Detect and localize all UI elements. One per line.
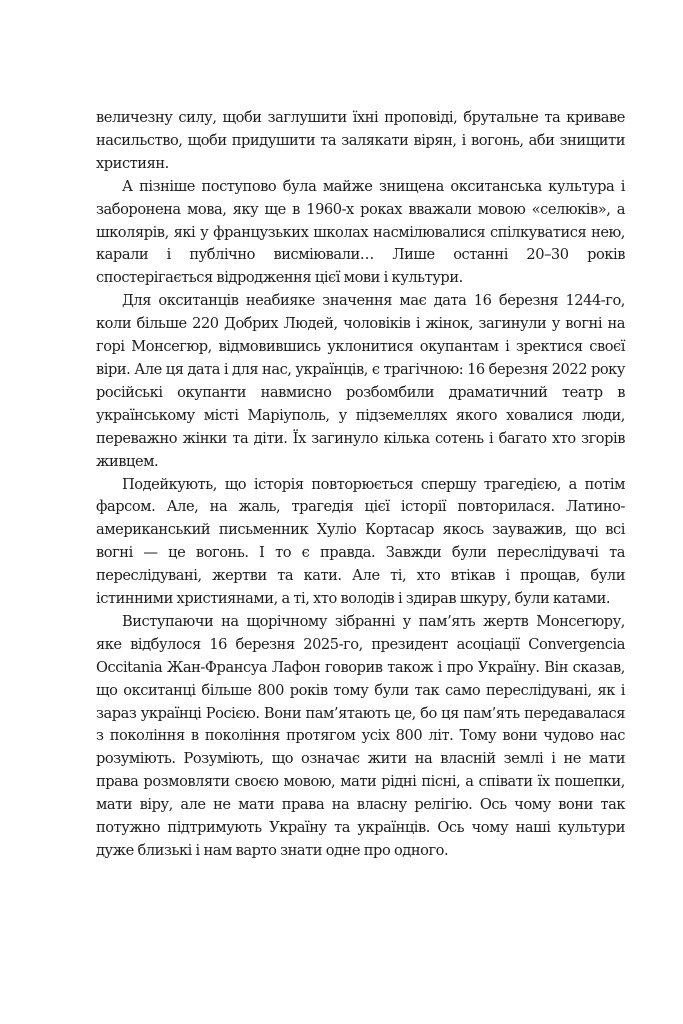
paragraph-2: А пізніше поступово була майже знищена окситанська культура і заборонена мова, яку ще в 1960-х роках вважали мовою «селюків», а школярів, які у французьких школах насмілювалися спілкуватися нею, карали і публічно висміювали… Лише останні 20–30 років спостерігається відродження цієї мови і культури. bbox=[96, 177, 625, 287]
body-text bbox=[96, 107, 625, 863]
paragraph-5: Виступаючи на щорічному зібранні у пам’ять жертв Монсегюру, яке відбулося 16 березня 2025-го, президент асоціації Convergencia Occitania Жан-Франсуа Лафон говорив також і про Україну. Він сказав, що окситанці більше 800 років тому були так само переслідувані, як і зараз українці Росією. Вони пам’ятають це, бо ця пам’ять передавалася з покоління в покоління протягом усіх 800 літ. Тому вони чудово нас розуміють. Розуміють, що означає жити на власній землі і не мати права розмовляти своєю мовою, мати рідні пісні, а співати їх пошепки, мати віру, але не мати права на власну релігію. Ось чому вони так потужно підтримують Україну та українців. Ось чому наші культури дуже близькі і нам варто знати одне про одного. bbox=[96, 612, 625, 859]
paragraph-4: Подейкують, що історія повторюється спершу трагедією, а потім фарсом. Але, на жаль, трагедія цієї історії повторилася. Латино-американський письменник Хуліо Кортасар якось зауважив, що всі вогні — це вогонь. І то є правда. Завжди були переслідувачі та переслідувані, жертви та кати. Але ті, хто втікав і прощав, були істинними християнами, а ті, хто володів і здирав шкуру, були катами. bbox=[96, 475, 625, 608]
paragraph-3: Для окситанців неабияке значення має дата 16 березня 1244-го, коли більше 220 Добрих Людей, чоловіків і жінок, загинули у вогні на горі Монсегюр, відмовившись уклонитися окупантам і зректися своєї віри. Але ця дата і для нас, українців, є трагічною: 16 березня 2022 року російські окупанти навмисно розбомбили драматичний театр в українському місті Маріуполь, у підземеллях якого ховалися люди, переважно жінки та діти. Їх загинуло кілька сотень і багато хто згорів живцем. bbox=[96, 292, 625, 470]
paragraph-1: величезну силу, щоби заглушити їхні проповіді, брутальне та криваве насильство, щоби придушити та залякати вірян, і вогонь, аби знищити християн. bbox=[96, 109, 625, 172]
